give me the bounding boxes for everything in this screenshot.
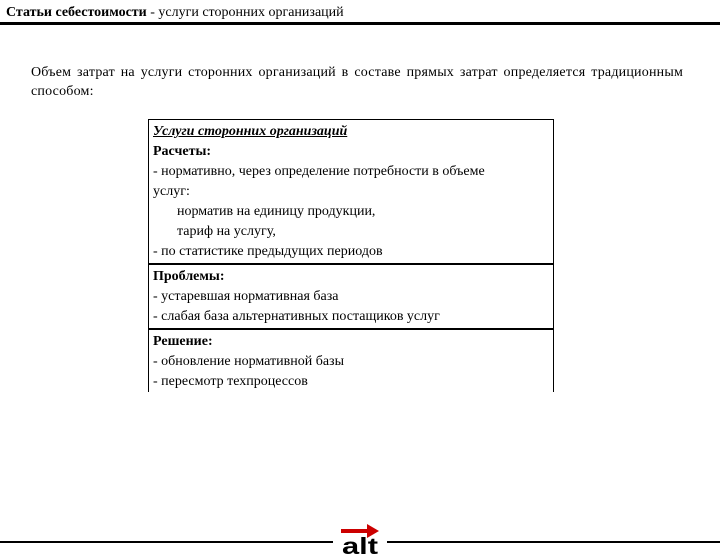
solution-title: Решение: <box>153 334 213 349</box>
alt-logo <box>339 521 383 555</box>
calculations-line: услуг: <box>153 184 190 199</box>
footer-divider-right <box>387 541 720 543</box>
problems-line: - устаревшая нормативная база <box>153 289 339 304</box>
header-divider <box>0 22 720 25</box>
services-table <box>148 119 554 392</box>
solution-line: - пересмотр техпроцессов <box>153 374 308 389</box>
page-title <box>6 4 714 22</box>
calculations-title: Расчеты: <box>153 144 212 159</box>
footer-divider-left <box>0 541 333 543</box>
solution-line: - обновление нормативной базы <box>153 354 344 369</box>
table-heading: Услуги сторонних организаций <box>153 124 348 139</box>
calculations-line: - нормативно, через определение потребности в объеме <box>153 164 485 179</box>
calculations-line: тариф на услугу, <box>177 224 276 239</box>
solution-section <box>149 330 553 392</box>
calculations-section <box>149 120 553 265</box>
page-title-bold: Статьи себестоимости <box>6 5 147 20</box>
page-title-rest: - услуги сторонних организаций <box>146 5 344 20</box>
intro-paragraph: Объем затрат на услуги сторонних организаций в составе прямых затрат определяется традиционным способом: <box>31 65 683 99</box>
calculations-line: норматив на единицу продукции, <box>177 204 376 219</box>
alt-logo-graphic <box>339 521 383 555</box>
problems-section <box>149 265 553 330</box>
problems-line: - слабая база альтернативных постащиков услуг <box>153 309 440 324</box>
calculations-line: - по статистике предыдущих периодов <box>153 244 383 259</box>
problems-title: Проблемы: <box>153 269 225 284</box>
logo-text: alt <box>342 533 379 555</box>
